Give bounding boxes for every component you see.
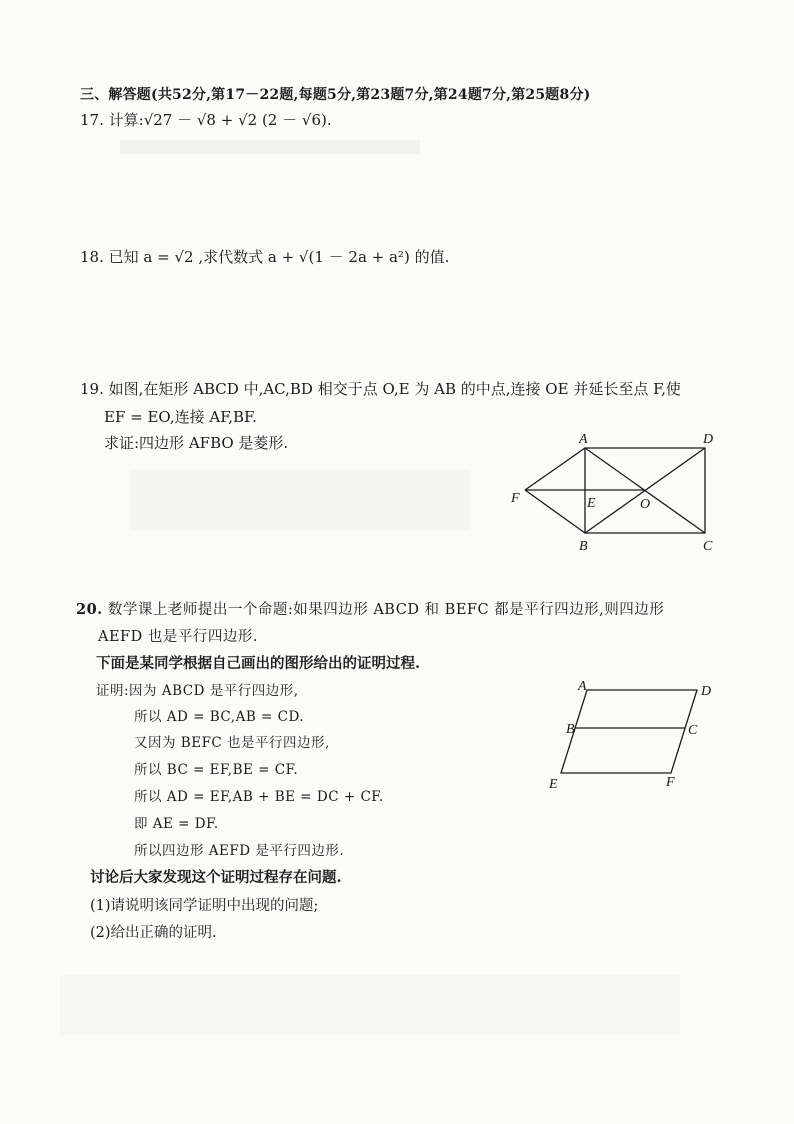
question-text-line1: 如图,在矩形 ABCD 中,AC,BD 相交于点 O,E 为 AB 的中点,连接 OE 并延长至点 F,使: [108, 380, 681, 398]
label-c: C: [688, 723, 698, 738]
label-a: A: [578, 679, 587, 694]
segment-af: [525, 448, 585, 490]
proof-line: 又因为 BEFC 也是平行四边形,: [134, 735, 330, 751]
question-19: [80, 378, 681, 399]
question-text: 计算:√27 － √8 + √2 (2 － √6).: [108, 111, 332, 129]
proof-line: 所以 BC = EF,BE = CF.: [134, 762, 299, 778]
discussion-text: 讨论后大家发现这个证明过程存在问题.: [90, 869, 342, 886]
question-20-intro: 下面是某同学根据自己画出的图形给出的证明过程.: [96, 655, 421, 672]
part-2: (2)给出正确的证明.: [90, 925, 217, 941]
part-1: (1)请说明该同学证明中出现的问题;: [90, 898, 319, 914]
scan-artifact: [130, 470, 470, 530]
question-17: [80, 109, 332, 130]
question-20: [76, 598, 664, 619]
parallelogram-aefd: [561, 690, 697, 773]
figure-parallelograms: [545, 678, 725, 798]
label-d: D: [703, 432, 714, 447]
proof-line: 所以四边形 AEFD 是平行四边形.: [134, 843, 345, 859]
label-b: B: [579, 539, 588, 554]
label-a: A: [579, 432, 588, 447]
question-text: 已知 a = √2 ,求代数式 a + √(1 － 2a + a²) 的值.: [108, 248, 450, 266]
question-20-line2: AEFD 也是平行四边形.: [98, 629, 258, 645]
scan-artifact: [120, 140, 420, 154]
proof-line: 所以 AD = EF,AB + BE = DC + CF.: [134, 789, 384, 805]
section-header: 三、解答题(共52分,第17－22题,每题5分,第23题7分,第24题7分,第25题8分): [80, 87, 591, 103]
question-text-line1: 数学课上老师提出一个命题:如果四边形 ABCD 和 BEFC 都是平行四边形,则四边形: [107, 602, 665, 618]
segment-bf: [525, 490, 585, 533]
label-f: F: [511, 491, 520, 506]
label-o: O: [640, 497, 651, 512]
label-f: F: [666, 775, 675, 790]
label-c: C: [703, 539, 713, 554]
proof-line: 证明:因为 ABCD 是平行四边形,: [96, 683, 299, 699]
question-number: 19.: [80, 380, 104, 398]
question-18: [80, 246, 449, 267]
question-number: 20.: [76, 601, 103, 618]
question-number: 17.: [80, 111, 104, 129]
question-number: 18.: [80, 248, 104, 266]
figure-rectangle-rhombus: [505, 428, 730, 558]
scan-artifact: [60, 975, 680, 1035]
label-d: D: [701, 684, 712, 699]
proof-line: 即 AE = DF.: [134, 816, 219, 832]
proof-line: 所以 AD = BC,AB = CD.: [134, 709, 305, 725]
label-e: E: [549, 777, 558, 792]
label-b: B: [566, 722, 575, 737]
question-19-line3: 求证:四边形 AFBO 是菱形.: [104, 434, 289, 452]
label-e: E: [587, 496, 596, 511]
question-19-line2: EF = EO,连接 AF,BF.: [104, 408, 257, 426]
